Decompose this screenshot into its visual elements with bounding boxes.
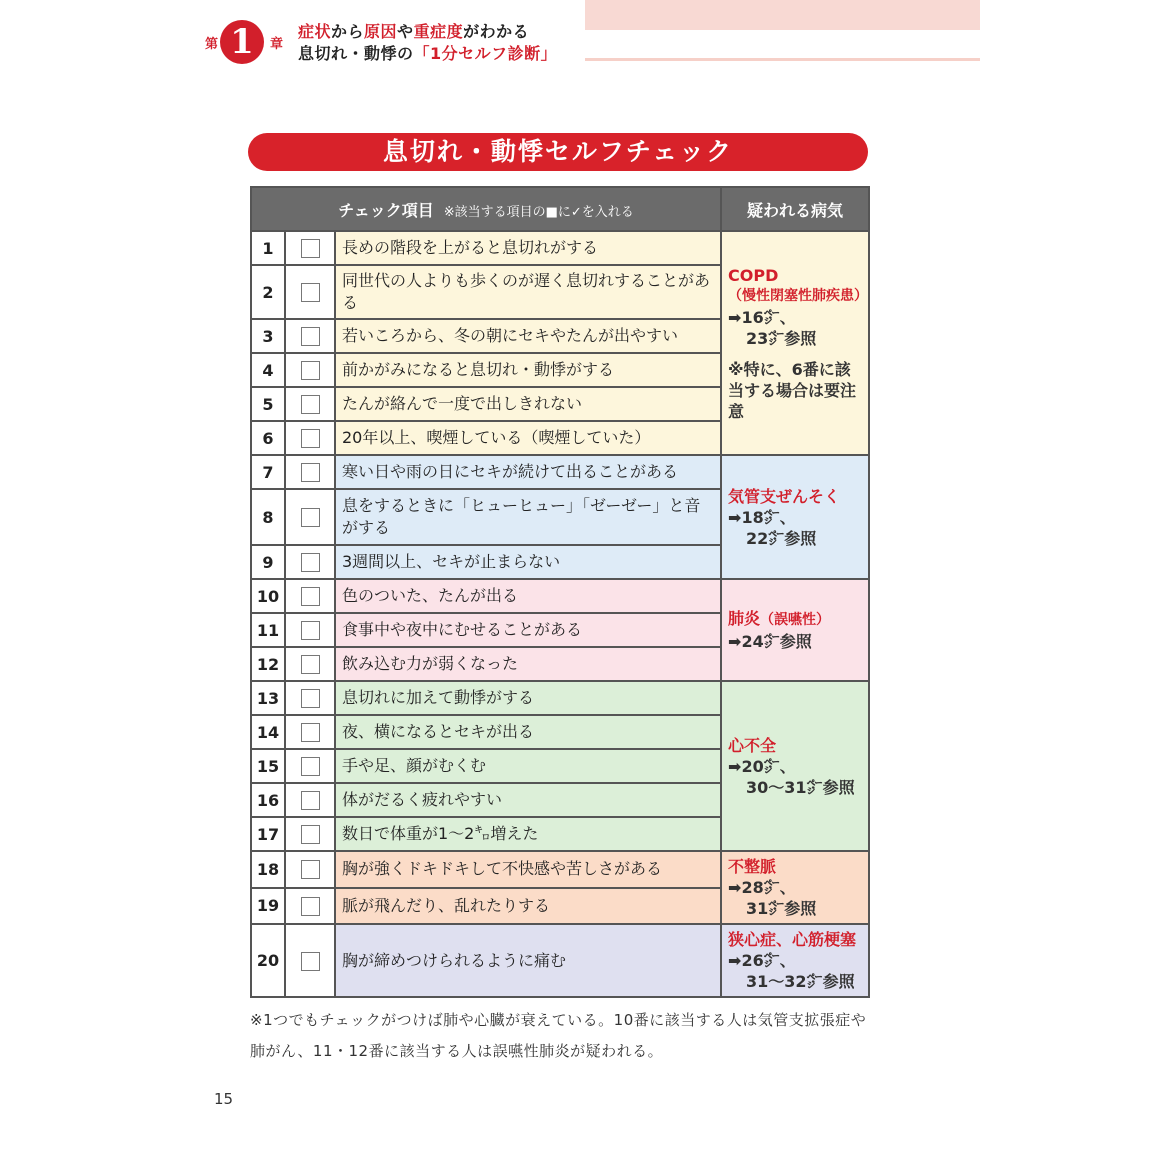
row-text: 前かがみになると息切れ・動悸がする <box>335 353 721 387</box>
checkbox[interactable] <box>301 723 320 742</box>
row-text: 息をするときに「ヒューヒュー」「ゼーゼー」と音がする <box>335 489 721 545</box>
self-check-table <box>250 186 870 998</box>
row-number: 17 <box>251 817 285 851</box>
row-text: 息切れに加えて動悸がする <box>335 681 721 715</box>
row-number: 16 <box>251 783 285 817</box>
disease-arrhythmia: 不整脈 ➡28㌻、 31㌻参照 <box>721 851 869 924</box>
page-title-banner: 息切れ・動悸セルフチェック <box>248 133 868 171</box>
row-text: 胸が強くドキドキして不快感や苦しさがある <box>335 851 721 888</box>
checkbox[interactable] <box>301 283 320 302</box>
row-number: 12 <box>251 647 285 681</box>
row-text: 脈が飛んだり、乱れたりする <box>335 888 721 925</box>
header-band <box>585 0 980 30</box>
disease-angina-infarction: 狭心症、心筋梗塞 ➡26㌻、 31～32㌻参照 <box>721 924 869 997</box>
row-text: 寒い日や雨の日にセキが続けて出ることがある <box>335 455 721 489</box>
table-row <box>251 579 869 613</box>
table-row <box>251 455 869 489</box>
row-number: 14 <box>251 715 285 749</box>
checkbox[interactable] <box>301 361 320 380</box>
checkbox[interactable] <box>301 327 320 346</box>
row-text: 夜、横になるとセキが出る <box>335 715 721 749</box>
header-disease: 疑われる病気 <box>721 187 869 231</box>
header-line <box>585 58 980 61</box>
chapter-number-badge: 1 <box>220 20 264 64</box>
chapter-prefix: 第 <box>205 37 219 52</box>
row-number: 1 <box>251 231 285 265</box>
row-number: 11 <box>251 613 285 647</box>
row-text: 3週間以上、セキが止まらない <box>335 545 721 579</box>
checkbox[interactable] <box>301 952 320 971</box>
checkbox[interactable] <box>301 587 320 606</box>
disease-heart-failure: 心不全 ➡20㌻、 30～31㌻参照 <box>721 681 869 851</box>
row-number: 6 <box>251 421 285 455</box>
disease-pneumonia: 肺炎（誤嚥性） ➡24㌻参照 <box>721 579 869 681</box>
row-number: 15 <box>251 749 285 783</box>
row-number: 9 <box>251 545 285 579</box>
checkbox[interactable] <box>301 463 320 482</box>
checkbox[interactable] <box>301 395 320 414</box>
row-text: 食事中や夜中にむせることがある <box>335 613 721 647</box>
checkbox[interactable] <box>301 825 320 844</box>
row-text: 20年以上、喫煙している（喫煙していた） <box>335 421 721 455</box>
footnote: ※1つでもチェックがつけば肺や心臓が衰えている。10番に該当する人は気管支拡張症や肺がん、11・12番に該当する人は誤嚥性肺炎が疑われる。 <box>250 1011 867 1060</box>
row-number: 20 <box>251 924 285 997</box>
table-row <box>251 924 869 997</box>
table-row <box>251 851 869 888</box>
chapter-title-line1: 症状から原因や重症度がわかる <box>298 22 530 41</box>
page-number: 15 <box>214 1090 234 1108</box>
table-row <box>251 681 869 715</box>
chapter-suffix: 章 <box>270 37 284 52</box>
row-number: 2 <box>251 265 285 319</box>
row-text: 長めの階段を上がると息切れがする <box>335 231 721 265</box>
row-text: 数日で体重が1～2㌔増えた <box>335 817 721 851</box>
checkbox[interactable] <box>301 897 320 916</box>
checkbox[interactable] <box>301 553 320 572</box>
table-row <box>251 231 869 265</box>
checkbox[interactable] <box>301 757 320 776</box>
row-number: 3 <box>251 319 285 353</box>
row-number: 5 <box>251 387 285 421</box>
row-number: 10 <box>251 579 285 613</box>
row-text: 同世代の人よりも歩くのが遅く息切れすることがある <box>335 265 721 319</box>
row-number: 19 <box>251 888 285 925</box>
checkbox[interactable] <box>301 689 320 708</box>
checkbox[interactable] <box>301 860 320 879</box>
row-number: 8 <box>251 489 285 545</box>
checkbox[interactable] <box>301 621 320 640</box>
table-header-row <box>251 187 869 231</box>
row-text: 胸が締めつけられるように痛む <box>335 924 721 997</box>
row-text: 若いころから、冬の朝にセキやたんが出やすい <box>335 319 721 353</box>
row-number: 13 <box>251 681 285 715</box>
row-number: 7 <box>251 455 285 489</box>
row-number: 18 <box>251 851 285 888</box>
row-text: 飲み込む力が弱くなった <box>335 647 721 681</box>
chapter-title-line2: 息切れ・動悸の「1分セルフ診断」 <box>298 44 558 63</box>
row-text: たんが絡んで一度で出しきれない <box>335 387 721 421</box>
checkbox[interactable] <box>301 429 320 448</box>
checkbox[interactable] <box>301 655 320 674</box>
disease-asthma: 気管支ぜんそく ➡18㌻、 22㌻参照 <box>721 455 869 579</box>
row-text: 手や足、顔がむくむ <box>335 749 721 783</box>
row-text: 体がだるく疲れやすい <box>335 783 721 817</box>
checkbox[interactable] <box>301 239 320 258</box>
header-check-items: チェック項目 ※該当する項目の■に✓を入れる <box>251 187 721 231</box>
row-number: 4 <box>251 353 285 387</box>
checkbox[interactable] <box>301 508 320 527</box>
row-text: 色のついた、たんが出る <box>335 579 721 613</box>
disease-copd: COPD （慢性閉塞性肺疾患） ➡16㌻、 23㌻参照 ※特に、6番に該当する場合は要注意 <box>721 231 869 455</box>
checkbox[interactable] <box>301 791 320 810</box>
